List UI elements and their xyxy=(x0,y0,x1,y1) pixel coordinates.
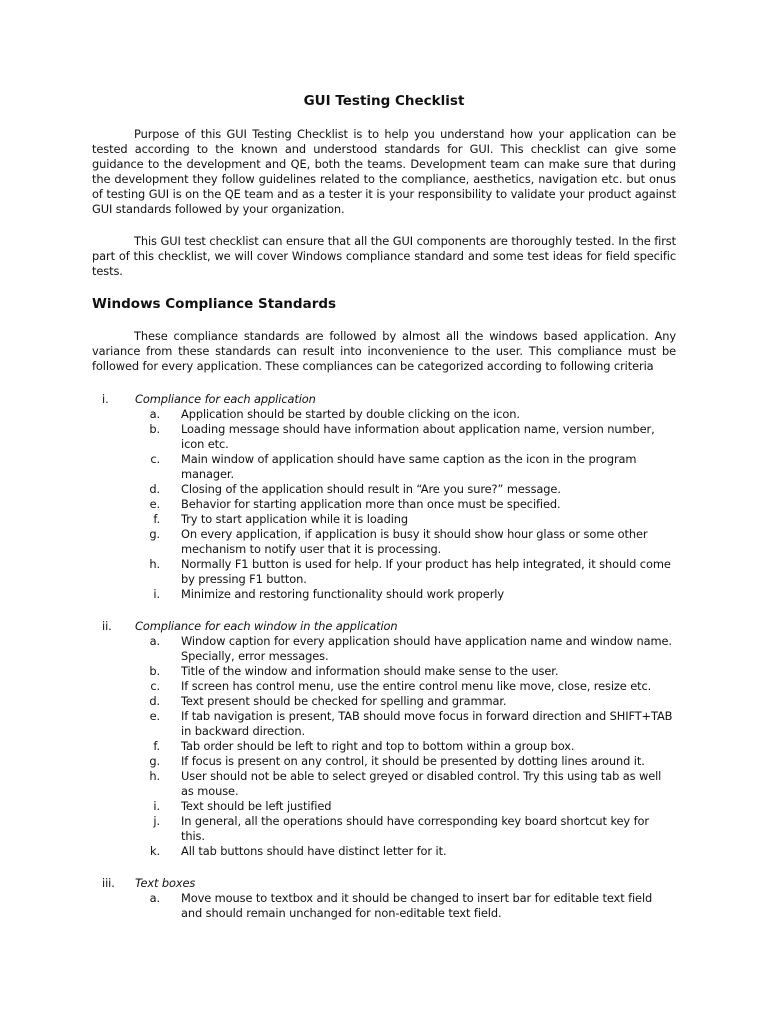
item-letter: h. xyxy=(149,557,160,571)
item-letter: a. xyxy=(149,634,160,648)
item-text: If screen has control menu, use the entire control menu like move, close, resize etc. xyxy=(181,679,652,693)
item-letter: e. xyxy=(149,709,160,723)
item-text: Title of the window and information should make sense to the user. xyxy=(181,664,559,678)
checklist-item xyxy=(92,844,676,859)
group-header xyxy=(92,876,676,891)
item-text: Window caption for every application should have application name and window name. Specially, error messages. xyxy=(181,634,672,663)
item-letter: i. xyxy=(153,799,160,813)
intro-paragraph-2: This GUI test checklist can ensure that all the GUI components are thoroughly tested. In the first part of this checklist, we will cover Windows compliance standard and some test ideas for field specific tests. xyxy=(92,234,676,278)
item-text: In general, all the operations should have corresponding key board shortcut key for this. xyxy=(181,814,649,843)
item-letter: c. xyxy=(150,679,160,693)
item-letter: e. xyxy=(149,497,160,511)
checklist-item xyxy=(92,527,676,557)
item-text: If tab navigation is present, TAB should move focus in forward direction and SHIFT+TAB in backward direction. xyxy=(181,709,673,738)
checklist-item xyxy=(92,739,676,754)
item-letter: i. xyxy=(153,587,160,601)
item-text: Move mouse to textbox and it should be changed to insert bar for editable text field and should remain unchanged for non-editable text field. xyxy=(181,891,653,920)
checklist-item xyxy=(92,799,676,814)
group-header xyxy=(92,392,676,407)
checklist-group xyxy=(92,876,676,921)
checklist-item xyxy=(92,407,676,422)
checklist-items xyxy=(92,891,676,921)
item-letter: h. xyxy=(149,769,160,783)
checklist-item xyxy=(92,482,676,497)
checklist-item xyxy=(92,814,676,844)
item-text: User should not be able to select greyed or disabled control. Try this using tab as well as mouse. xyxy=(181,769,662,798)
checklist-group xyxy=(92,392,676,602)
item-text: Tab order should be left to right and top to bottom within a group box. xyxy=(181,739,575,753)
checklist-item xyxy=(92,452,676,482)
checklist-item xyxy=(92,557,676,587)
checklist-item xyxy=(92,891,676,921)
group-number: ii. xyxy=(102,619,112,633)
item-letter: g. xyxy=(149,754,160,768)
item-text: Loading message should have information about application name, version number, icon etc. xyxy=(181,422,655,451)
checklist-items xyxy=(92,634,676,859)
group-title: Compliance for each window in the application xyxy=(135,619,398,633)
group-number: iii. xyxy=(102,876,115,890)
item-text: If focus is present on any control, it should be presented by dotting lines around it. xyxy=(181,754,645,768)
checklist-group xyxy=(92,619,676,859)
group-title: Text boxes xyxy=(135,876,196,890)
item-text: Text present should be checked for spelling and grammar. xyxy=(181,694,507,708)
item-letter: f. xyxy=(153,739,160,753)
item-text: Minimize and restoring functionality should work properly xyxy=(181,587,504,601)
item-letter: b. xyxy=(149,422,160,436)
item-letter: c. xyxy=(150,452,160,466)
checklist-items xyxy=(92,407,676,602)
item-text: Text should be left justified xyxy=(181,799,332,813)
group-number: i. xyxy=(102,392,109,406)
checklist-item xyxy=(92,754,676,769)
item-text: On every application, if application is busy it should show hour glass or some other mechanism to notify user that it is processing. xyxy=(181,527,648,556)
document-title: GUI Testing Checklist xyxy=(303,93,465,109)
item-text: Main window of application should have same caption as the icon in the program manager. xyxy=(181,452,637,481)
group-title: Compliance for each application xyxy=(135,392,316,406)
checklist-item xyxy=(92,587,676,602)
item-text: All tab buttons should have distinct letter for it. xyxy=(181,844,447,858)
item-text: Application should be started by double clicking on the icon. xyxy=(181,407,520,421)
checklist-item xyxy=(92,422,676,452)
checklist-item xyxy=(92,512,676,527)
item-text: Behavior for starting application more than once must be specified. xyxy=(181,497,561,511)
group-header xyxy=(92,619,676,634)
item-letter: a. xyxy=(149,407,160,421)
intro-paragraph-1: Purpose of this GUI Testing Checklist is to help you understand how your application can be tested according to the known and understood standards for GUI. This checklist can give some guidance to the development and QE, both the teams. Development team can make sure that during the development they follow guidelines related to the compliance, aesthetics, navigation etc. but onus of testing GUI is on the QE team and as a tester it is your responsibility to validate your product against GUI standards followed by your organization. xyxy=(92,127,676,216)
checklist-item xyxy=(92,679,676,694)
item-text: Try to start application while it is loading xyxy=(181,512,409,526)
item-text: Closing of the application should result in “Are you sure?” message. xyxy=(181,482,561,496)
item-letter: d. xyxy=(149,482,160,496)
checklist-item xyxy=(92,694,676,709)
section-heading: Windows Compliance Standards xyxy=(92,296,337,312)
checklist-item xyxy=(92,769,676,799)
item-letter: a. xyxy=(149,891,160,905)
checklist-groups xyxy=(92,392,676,921)
item-letter: f. xyxy=(153,512,160,526)
item-letter: j. xyxy=(153,814,160,828)
checklist-item xyxy=(92,664,676,679)
item-letter: k. xyxy=(149,844,160,858)
checklist-item xyxy=(92,634,676,664)
item-letter: g. xyxy=(149,527,160,541)
item-letter: b. xyxy=(149,664,160,678)
item-letter: d. xyxy=(149,694,160,708)
item-text: Normally F1 button is used for help. If your product has help integrated, it should come by pressing F1 button. xyxy=(181,557,671,586)
checklist-item xyxy=(92,709,676,739)
checklist-item xyxy=(92,497,676,512)
section-description: These compliance standards are followed by almost all the windows based application. Any variance from these standards can result into inconvenience to the user. This compliance must be followed for every application. These compliances can be categorized according to following criteria xyxy=(92,329,676,373)
